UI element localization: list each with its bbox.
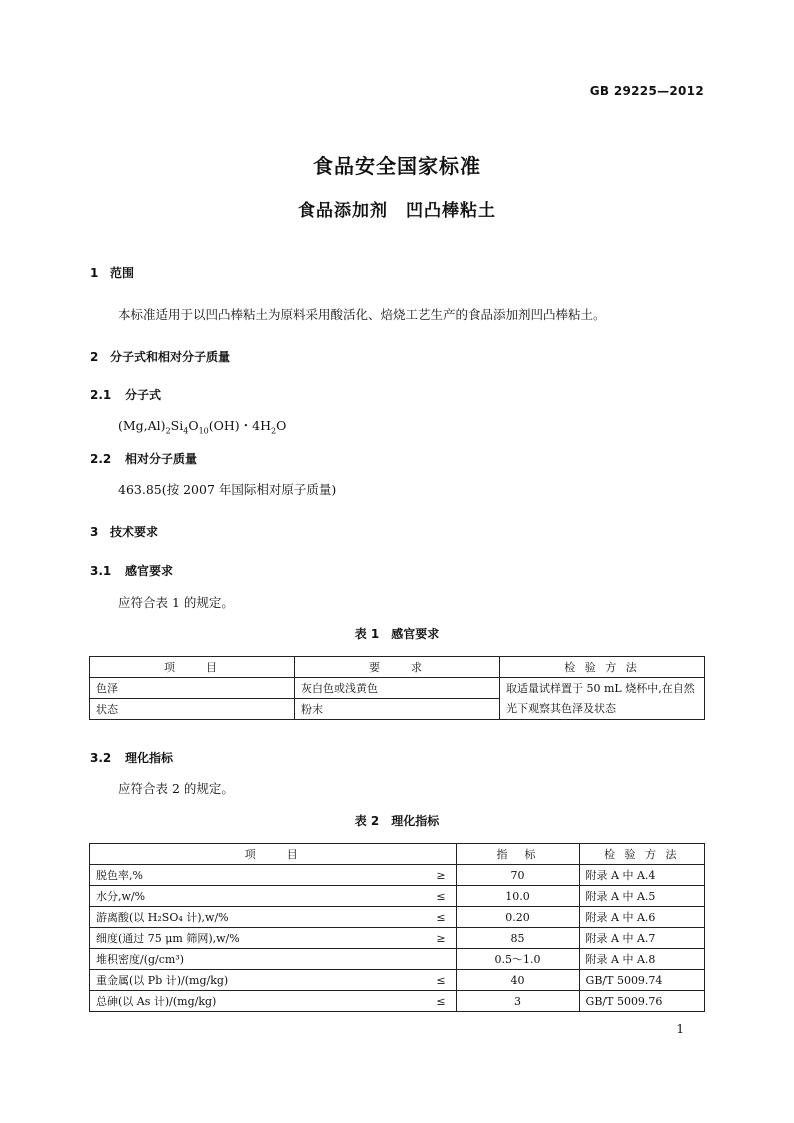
section-3-heading xyxy=(90,523,158,540)
requirement-cell: 粉末 xyxy=(295,699,500,720)
section-number: 1 xyxy=(90,266,99,280)
table-row xyxy=(90,991,705,1012)
table-1-caption: 表 1 感官要求 xyxy=(354,627,440,641)
section-title: 分子式 xyxy=(125,388,162,402)
table-row xyxy=(90,907,705,928)
comparison-symbol: ≤ xyxy=(420,991,457,1012)
method-cell: 附录 A 中 A.7 xyxy=(579,928,704,949)
section-2-heading xyxy=(90,348,230,365)
value-cell: 0.20 xyxy=(456,907,579,928)
value-cell: 10.0 xyxy=(456,886,579,907)
table-row xyxy=(90,678,705,699)
table-header-row xyxy=(90,657,705,678)
document-title: 食品安全国家标准 xyxy=(313,154,481,178)
table-row xyxy=(90,865,705,886)
item-cell: 总砷(以 As 计)/(mg/kg) xyxy=(90,991,420,1012)
item-cell: 细度(通过 75 μm 筛网),w/% xyxy=(90,928,420,949)
section-3-2-heading xyxy=(90,749,173,766)
table-row xyxy=(90,970,705,991)
section-3-1-text: 应符合表 1 的规定。 xyxy=(118,595,234,610)
table-header-cell: 项 目 xyxy=(90,657,295,678)
section-number: 3.1 xyxy=(90,564,112,578)
section-2-2-heading xyxy=(90,450,197,467)
section-title: 相对分子质量 xyxy=(125,452,198,466)
table-header-cell: 指 标 xyxy=(456,844,579,865)
value-cell: 85 xyxy=(456,928,579,949)
table-header-row xyxy=(90,844,705,865)
section-number: 2 xyxy=(90,350,99,364)
comparison-symbol: ≥ xyxy=(420,865,457,886)
method-cell: 附录 A 中 A.5 xyxy=(579,886,704,907)
value-cell: 0.5～1.0 xyxy=(456,949,579,970)
table-header-cell: 项 目 xyxy=(90,844,457,865)
method-cell: 附录 A 中 A.8 xyxy=(579,949,704,970)
method-cell: 取适量试样置于 50 mL 烧杯中,在自然光下观察其色泽及状态 xyxy=(500,678,705,720)
item-cell: 重金属(以 Pb 计)/(mg/kg) xyxy=(90,970,420,991)
method-cell: 附录 A 中 A.6 xyxy=(579,907,704,928)
section-number: 3 xyxy=(90,525,99,539)
table-row xyxy=(90,886,705,907)
section-number: 3.2 xyxy=(90,751,112,765)
item-cell: 脱色率,% xyxy=(90,865,420,886)
section-2-1-heading xyxy=(90,386,161,403)
table-header-cell: 要 求 xyxy=(295,657,500,678)
section-title: 技术要求 xyxy=(110,525,159,539)
table-2-caption: 表 2 理化指标 xyxy=(354,814,440,828)
section-1-text: 本标准适用于以凹凸棒粘土为原料采用酸活化、焙烧工艺生产的食品添加剂凹凸棒粘土。 xyxy=(118,307,606,322)
section-3-2-text: 应符合表 2 的规定。 xyxy=(118,781,234,796)
section-title: 理化指标 xyxy=(125,751,174,765)
table-row xyxy=(90,928,705,949)
comparison-symbol: ≤ xyxy=(420,886,457,907)
section-title: 感官要求 xyxy=(125,564,174,578)
physicochemical-table xyxy=(89,843,705,1012)
molecular-mass: 463.85(按 2007 年国际相对原子质量) xyxy=(118,482,337,497)
sensory-requirements-table xyxy=(89,656,705,720)
section-number: 2.2 xyxy=(90,452,112,466)
value-cell: 40 xyxy=(456,970,579,991)
document-subtitle: 食品添加剂 凹凸棒粘土 xyxy=(298,201,496,221)
section-1-heading xyxy=(90,264,134,281)
section-title: 分子式和相对分子质量 xyxy=(110,350,231,364)
table-header-cell: 检 验 方 法 xyxy=(579,844,704,865)
item-cell: 游离酸(以 H₂SO₄ 计),w/% xyxy=(90,907,420,928)
method-cell: 附录 A 中 A.4 xyxy=(579,865,704,886)
comparison-symbol: ≤ xyxy=(420,907,457,928)
section-number: 2.1 xyxy=(90,388,112,402)
standard-code: GB 29225—2012 xyxy=(589,84,704,98)
value-cell: 3 xyxy=(456,991,579,1012)
value-cell: 70 xyxy=(456,865,579,886)
item-cell: 水分,w/% xyxy=(90,886,420,907)
item-cell: 状态 xyxy=(90,699,295,720)
table-row xyxy=(90,949,705,970)
section-title: 范围 xyxy=(110,266,135,280)
comparison-symbol: ≥ xyxy=(420,928,457,949)
item-cell: 堆积密度/(g/cm³) xyxy=(90,949,420,970)
method-cell: GB/T 5009.74 xyxy=(579,970,704,991)
comparison-symbol xyxy=(420,949,457,970)
page-number: 1 xyxy=(676,1022,684,1036)
table-header-cell: 检 验 方 法 xyxy=(500,657,705,678)
requirement-cell: 灰白色或浅黄色 xyxy=(295,678,500,699)
molecular-formula: $(Mg,Al)_2Si_4O_{10}(OH)$・$4H_2O$ xyxy=(118,418,287,436)
item-cell: 色泽 xyxy=(90,678,295,699)
section-3-1-heading xyxy=(90,562,173,579)
method-cell: GB/T 5009.76 xyxy=(579,991,704,1012)
comparison-symbol: ≤ xyxy=(420,970,457,991)
